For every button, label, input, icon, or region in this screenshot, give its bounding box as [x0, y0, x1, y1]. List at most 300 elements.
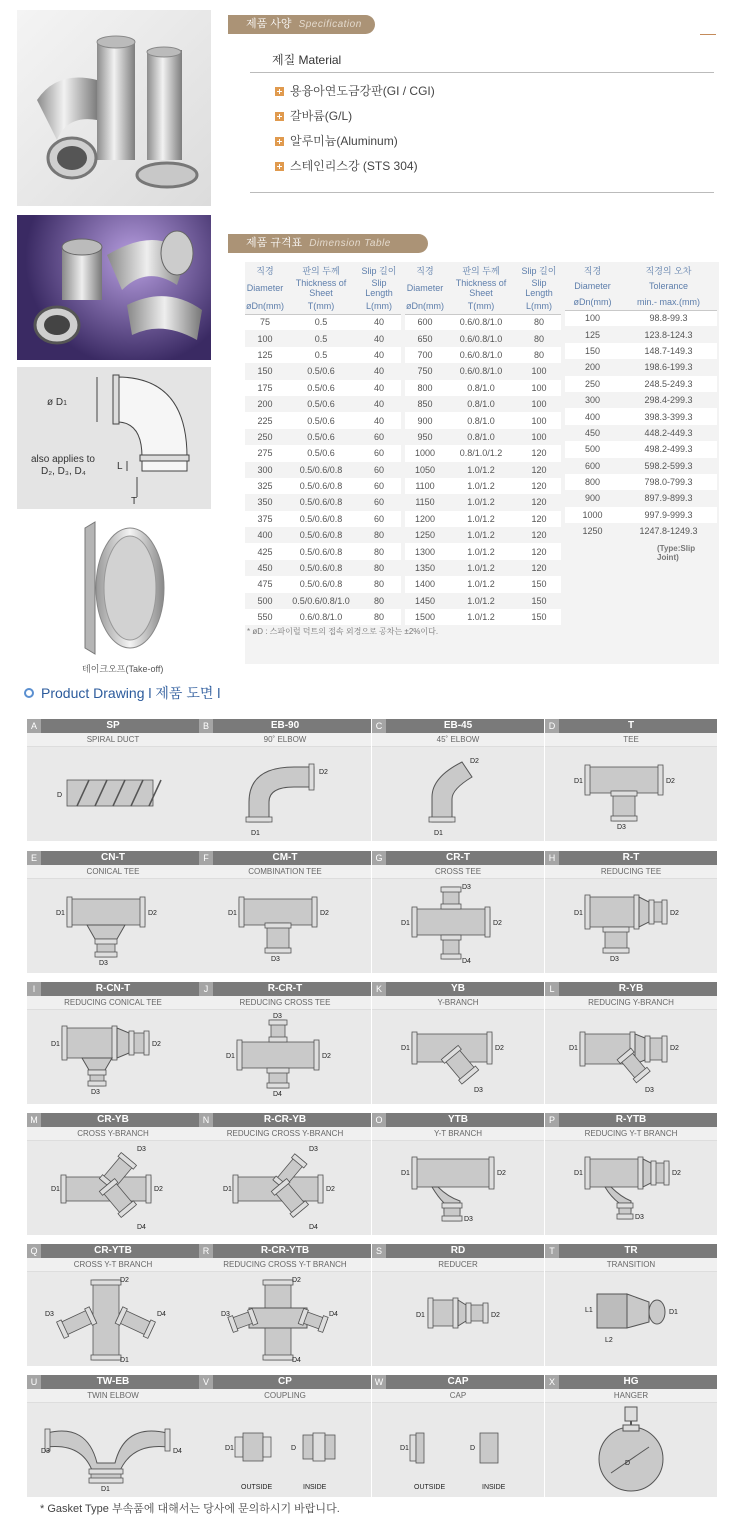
card-subtitle: HANGER [545, 1389, 717, 1403]
table-row [565, 326, 717, 342]
table-row [565, 523, 717, 539]
r-ytb-drawing [545, 1141, 717, 1235]
table-cell: 600 [405, 314, 445, 330]
dimension-footnote: * øD : 스파이럴 덕트의 접속 외경으로 공차는 ±2%이다. [247, 627, 439, 636]
table-cell: 60 [357, 478, 401, 494]
table-row [245, 593, 401, 609]
table-cell: 80 [357, 593, 401, 609]
table-row [405, 593, 561, 609]
card-drawing [372, 1141, 544, 1235]
card-letter: O [372, 1113, 386, 1127]
cm-t-drawing [199, 879, 371, 973]
table-cell: 900 [565, 490, 620, 506]
dimension-table-2 [405, 262, 561, 625]
card-header [372, 982, 544, 996]
cr-t-drawing [372, 879, 544, 973]
svg-text:D1: D1 [669, 1309, 678, 1316]
drawing-card-tw-eb [27, 1375, 199, 1497]
table-cell: 0.5/0.6/0.8 [285, 478, 357, 494]
table-cell: 550 [245, 609, 285, 625]
table-cell: 200 [565, 359, 620, 375]
card-code: CM-T [272, 852, 298, 863]
card-drawing [372, 1272, 544, 1366]
column-header: 직경 [256, 265, 274, 276]
table-row [405, 380, 561, 396]
spec-header-rule [700, 34, 716, 35]
table-row [245, 412, 401, 428]
table-cell: 100 [517, 396, 561, 412]
drawing-card-r-cn-t [27, 982, 199, 1104]
type-note: (Type:Slip Joint) [657, 544, 696, 562]
r-t-drawing [545, 879, 717, 973]
svg-text:D3: D3 [271, 956, 280, 963]
card-code: CN-T [101, 852, 125, 863]
material-title: 제질 Material [272, 53, 342, 67]
svg-text:D4: D4 [137, 1224, 146, 1231]
table-cell: 250 [565, 376, 620, 392]
table-row [565, 425, 717, 441]
circle-bullet-icon [24, 688, 34, 698]
table-row [245, 527, 401, 543]
table-cell: 75 [245, 314, 285, 330]
drawing-card-eb-90 [199, 719, 371, 841]
table-cell: 0.5/0.6/0.8/1.0 [285, 593, 357, 609]
elbow-dimension-diagram [17, 367, 211, 509]
table-cell: 997.9-999.3 [620, 507, 717, 523]
card-subtitle: REDUCING CROSS TEE [199, 996, 371, 1010]
table-row [565, 359, 717, 375]
product-photo-fittings [17, 10, 211, 206]
card-letter: D [545, 719, 559, 733]
card-code: SP [106, 720, 120, 731]
table-cell: 1.0/1.2 [445, 576, 517, 592]
card-subtitle: 90˚ ELBOW [199, 733, 371, 747]
list-item: 용융아연도금강판(GI / CGI) [275, 79, 435, 104]
table-row [565, 376, 717, 392]
svg-text:D2: D2 [497, 1170, 506, 1177]
svg-text:D4: D4 [157, 1311, 166, 1318]
table-cell: 1000 [405, 445, 445, 461]
card-letter: E [27, 851, 41, 865]
card-header [199, 719, 371, 733]
table-cell: 1.0/1.2 [445, 494, 517, 510]
t-drawing [545, 747, 717, 841]
svg-text:D1: D1 [416, 1312, 425, 1319]
svg-text:INSIDE: INSIDE [303, 1484, 327, 1491]
svg-text:D3: D3 [645, 1087, 654, 1094]
table-cell: 0.5/0.6/0.8 [285, 527, 357, 543]
sp-drawing [27, 747, 199, 841]
table-row [245, 363, 401, 379]
drawing-card-cr-yb [27, 1113, 199, 1235]
card-header [27, 1375, 199, 1389]
table-cell: 0.5/0.6/0.8 [285, 543, 357, 559]
card-drawing [545, 1272, 717, 1366]
table-cell: 0.5 [285, 314, 357, 330]
card-letter: G [372, 851, 386, 865]
table-cell: 598.2-599.3 [620, 458, 717, 474]
table-cell: 200 [245, 396, 285, 412]
card-subtitle: COMBINATION TEE [199, 865, 371, 879]
drawing-card-cap [372, 1375, 544, 1497]
table-cell: 175 [245, 380, 285, 396]
table-cell: 1.0/1.2 [445, 609, 517, 625]
table-cell: 1250 [405, 527, 445, 543]
table-cell: 40 [357, 330, 401, 346]
card-letter: H [545, 851, 559, 865]
table-cell: 0.6/0.8/1.0 [445, 347, 517, 363]
hg-drawing [545, 1403, 717, 1497]
card-subtitle: TEE [545, 733, 717, 747]
table-cell: 298.4-299.3 [620, 392, 717, 408]
card-letter: T [545, 1244, 559, 1258]
table-row [565, 310, 717, 326]
card-header [372, 719, 544, 733]
svg-text:D2: D2 [491, 1312, 500, 1319]
table-row [245, 478, 401, 494]
table-cell: 225 [245, 412, 285, 428]
table-cell: 900 [405, 412, 445, 428]
table-row [245, 462, 401, 478]
table-cell: 1250 [565, 523, 620, 539]
cr-ytb-drawing [27, 1272, 199, 1366]
card-code: CAP [447, 1376, 469, 1387]
cap-drawing [372, 1403, 544, 1497]
svg-text:D1: D1 [223, 1186, 232, 1193]
bullet-icon [275, 137, 284, 146]
svg-text:D: D [470, 1445, 476, 1452]
svg-text:D3: D3 [273, 1013, 282, 1020]
cn-t-drawing [27, 879, 199, 973]
column-header: 판의 두께 [462, 265, 500, 276]
table-cell: 1450 [405, 593, 445, 609]
svg-text:D2: D2 [493, 920, 502, 927]
table-cell: 0.8/1.0/1.2 [445, 445, 517, 461]
table-cell: 248.5-249.3 [620, 376, 717, 392]
table-cell: 250 [245, 429, 285, 445]
table-row [245, 560, 401, 576]
column-header: Slip 길이 [361, 265, 397, 276]
svg-text:D2: D2 [319, 769, 328, 776]
svg-text:L2: L2 [605, 1337, 613, 1344]
table-cell: 120 [517, 462, 561, 478]
table-cell: 400 [565, 408, 620, 424]
table-cell: 0.6/0.8/1.0 [445, 363, 517, 379]
svg-text:D1: D1 [401, 1170, 410, 1177]
svg-text:D3: D3 [137, 1146, 146, 1153]
svg-text:D2: D2 [154, 1186, 163, 1193]
card-code: YTB [448, 1114, 468, 1125]
table-row [245, 543, 401, 559]
card-subtitle: REDUCING Y-T BRANCH [545, 1127, 717, 1141]
table-cell: 80 [357, 609, 401, 625]
column-header: L(mm) [357, 298, 401, 314]
svg-text:D3: D3 [610, 956, 619, 963]
table-row [245, 380, 401, 396]
card-drawing [199, 1272, 371, 1366]
table-cell: 448.2-449.3 [620, 425, 717, 441]
table-cell: 897.9-899.3 [620, 490, 717, 506]
card-subtitle: CROSS Y-T BRANCH [27, 1258, 199, 1272]
table-cell: 120 [517, 445, 561, 461]
table-cell: 1100 [405, 478, 445, 494]
card-drawing [199, 747, 371, 841]
table-cell: 798.0-799.3 [620, 474, 717, 490]
table-cell: 100 [565, 310, 620, 326]
table-cell: 1247.8-1249.3 [620, 523, 717, 539]
table-cell: 125 [245, 347, 285, 363]
table-cell: 0.8/1.0 [445, 429, 517, 445]
eb-90-drawing [199, 747, 371, 841]
card-code: TR [624, 1245, 638, 1256]
svg-text:D2: D2 [470, 758, 479, 765]
table-cell: 1350 [405, 560, 445, 576]
tr-drawing [545, 1272, 717, 1366]
card-code: RD [450, 1245, 466, 1256]
product-photo-purple [17, 215, 211, 360]
svg-text:OUTSIDE: OUTSIDE [241, 1484, 273, 1491]
card-subtitle: REDUCING TEE [545, 865, 717, 879]
svg-text:D2: D2 [495, 1045, 504, 1052]
card-header [199, 1375, 371, 1389]
table-cell: 120 [517, 527, 561, 543]
card-subtitle: TRANSITION [545, 1258, 717, 1272]
card-code: R-CR-YTB [260, 1245, 310, 1256]
card-code: HG [623, 1376, 639, 1387]
rd-drawing [372, 1272, 544, 1366]
svg-text:D3: D3 [635, 1214, 644, 1221]
table-cell: 60 [357, 462, 401, 478]
table-cell: 0.5/0.6/0.8 [285, 494, 357, 510]
card-code: CR-YTB [94, 1245, 132, 1256]
table-cell: 500 [565, 441, 620, 457]
table-cell: 375 [245, 511, 285, 527]
card-subtitle: CROSS Y-BRANCH [27, 1127, 199, 1141]
svg-text:D2: D2 [672, 1170, 681, 1177]
table-cell: 120 [517, 511, 561, 527]
card-header [545, 1375, 717, 1389]
card-subtitle: CONICAL TEE [27, 865, 199, 879]
table-cell: 1000 [565, 507, 620, 523]
table-row [245, 576, 401, 592]
table-cell: 0.5/0.6 [285, 412, 357, 428]
svg-text:D4: D4 [292, 1357, 301, 1364]
svg-text:D2: D2 [670, 910, 679, 917]
table-cell: 0.5 [285, 347, 357, 363]
drawing-card-cr-t [372, 851, 544, 973]
ytb-drawing [372, 1141, 544, 1235]
table-row [565, 408, 717, 424]
table-cell: 150 [517, 576, 561, 592]
table-cell: 500 [245, 593, 285, 609]
table-cell: 425 [245, 543, 285, 559]
column-header: Slip Length [365, 278, 393, 298]
card-subtitle: Y-T BRANCH [372, 1127, 544, 1141]
card-header [545, 1113, 717, 1127]
svg-text:D₂, D₃, D₄: D₂, D₃, D₄ [41, 466, 86, 477]
table-cell: 800 [405, 380, 445, 396]
svg-text:D1: D1 [51, 1041, 60, 1048]
svg-text:D1: D1 [226, 1053, 235, 1060]
card-code: CP [278, 1376, 292, 1387]
column-header: Tolerance [648, 281, 689, 291]
tolerance-table [565, 262, 717, 539]
card-header [27, 982, 199, 996]
card-code: YB [451, 983, 465, 994]
table-cell: 0.5/0.6 [285, 445, 357, 461]
r-cr-ytb-drawing [199, 1272, 371, 1366]
column-header: øDn(mm) [565, 294, 620, 310]
table-cell: 1.0/1.2 [445, 511, 517, 527]
table-row [405, 314, 561, 330]
eb-45-drawing [372, 747, 544, 841]
drawing-card-r-t [545, 851, 717, 973]
column-header: T(mm) [445, 298, 517, 314]
card-letter: L [545, 982, 559, 996]
column-header: øDn(mm) [405, 298, 445, 314]
svg-text:D1: D1 [574, 778, 583, 785]
svg-text:D3: D3 [99, 960, 108, 967]
card-code: EB-45 [443, 720, 473, 731]
table-row [405, 445, 561, 461]
svg-text:D1: D1 [120, 1357, 129, 1364]
card-subtitle: REDUCING CROSS Y-BRANCH [199, 1127, 371, 1141]
table-cell: 325 [245, 478, 285, 494]
card-header [27, 1113, 199, 1127]
svg-text:ø D1: ø D1 [47, 397, 68, 408]
card-drawing [545, 1010, 717, 1104]
table-cell: 0.5/0.6/0.8 [285, 462, 357, 478]
column-header: Diameter [406, 283, 444, 293]
svg-text:D1: D1 [574, 910, 583, 917]
table-cell: 0.5/0.6 [285, 429, 357, 445]
card-header [27, 1244, 199, 1258]
svg-text:D3: D3 [41, 1448, 50, 1455]
svg-text:D4: D4 [329, 1311, 338, 1318]
table-cell: 120 [517, 543, 561, 559]
table-row [565, 343, 717, 359]
table-row [565, 507, 717, 523]
table-cell: 100 [517, 412, 561, 428]
table-cell: 100 [517, 429, 561, 445]
card-code: R-YTB [615, 1114, 647, 1125]
table-cell: 40 [357, 314, 401, 330]
card-letter: N [199, 1113, 213, 1127]
svg-text:D3: D3 [462, 884, 471, 891]
table-row [245, 429, 401, 445]
card-header [545, 719, 717, 733]
card-subtitle: Y-BRANCH [372, 996, 544, 1010]
svg-text:D3: D3 [221, 1311, 230, 1318]
svg-text:D2: D2 [670, 1045, 679, 1052]
table-cell: 1.0/1.2 [445, 527, 517, 543]
table-cell: 125 [565, 326, 620, 342]
card-code: R-YB [618, 983, 644, 994]
svg-text:D1: D1 [251, 830, 260, 837]
svg-text:D: D [625, 1460, 631, 1467]
drawing-card-r-cr-t [199, 982, 371, 1104]
svg-text:D1: D1 [401, 1045, 410, 1052]
table-cell: 700 [405, 347, 445, 363]
table-row [405, 511, 561, 527]
card-subtitle: CAP [372, 1389, 544, 1403]
list-item: 갈바륨(G/L) [275, 104, 435, 129]
material-list [275, 79, 435, 179]
table-cell: 80 [517, 347, 561, 363]
table-cell: 98.8-99.3 [620, 310, 717, 326]
r-cr-yb-drawing [199, 1141, 371, 1235]
svg-text:D1: D1 [56, 910, 65, 917]
table-cell: 150 [565, 343, 620, 359]
table-row [405, 429, 561, 445]
drawing-card-eb-45 [372, 719, 544, 841]
card-subtitle: REDUCER [372, 1258, 544, 1272]
table-cell: 40 [357, 363, 401, 379]
card-header [27, 851, 199, 865]
svg-text:D: D [291, 1445, 297, 1452]
svg-text:D2: D2 [326, 1186, 335, 1193]
table-cell: 0.5/0.6 [285, 380, 357, 396]
card-header [199, 1113, 371, 1127]
drawing-card-r-yb [545, 982, 717, 1104]
card-letter: S [372, 1244, 386, 1258]
svg-text:D2: D2 [666, 778, 675, 785]
card-drawing [27, 747, 199, 841]
card-header [372, 1375, 544, 1389]
table-cell: 0.6/0.8/1.0 [445, 330, 517, 346]
card-drawing [372, 879, 544, 973]
svg-text:D1: D1 [400, 1445, 409, 1452]
table-cell: 80 [357, 543, 401, 559]
card-letter: M [27, 1113, 41, 1127]
table-cell: 148.7-149.3 [620, 343, 717, 359]
card-header [372, 851, 544, 865]
table-cell: 100 [517, 363, 561, 379]
column-header: L(mm) [517, 298, 561, 314]
card-header [372, 1113, 544, 1127]
table-cell: 400 [245, 527, 285, 543]
table-cell: 100 [245, 330, 285, 346]
table-cell: 80 [357, 560, 401, 576]
card-code: R-T [622, 852, 640, 863]
table-row [245, 494, 401, 510]
table-cell: 1.0/1.2 [445, 560, 517, 576]
table-cell: 0.6/0.8/1.0 [285, 609, 357, 625]
column-header: 판의 두께 [302, 265, 340, 276]
card-letter: C [372, 719, 386, 733]
list-item: 스테인리스강 (STS 304) [275, 154, 435, 179]
card-letter: J [199, 982, 213, 996]
table-cell: 800 [565, 474, 620, 490]
svg-text:D1: D1 [228, 910, 237, 917]
table-cell: 1.0/1.2 [445, 593, 517, 609]
table-cell: 150 [517, 593, 561, 609]
table-row [405, 412, 561, 428]
takeoff-photo [75, 518, 171, 658]
bullet-icon [275, 87, 284, 96]
table-cell: 300 [245, 462, 285, 478]
table-cell: 1200 [405, 511, 445, 527]
drawing-card-sp [27, 719, 199, 841]
column-header: Slip Length [525, 278, 553, 298]
svg-text:T: T [131, 496, 138, 507]
card-header [545, 982, 717, 996]
table-cell: 150 [245, 363, 285, 379]
card-code: EB-90 [270, 720, 300, 731]
card-subtitle: 45˚ ELBOW [372, 733, 544, 747]
column-header: Diameter [246, 283, 284, 293]
table-cell: 80 [357, 576, 401, 592]
